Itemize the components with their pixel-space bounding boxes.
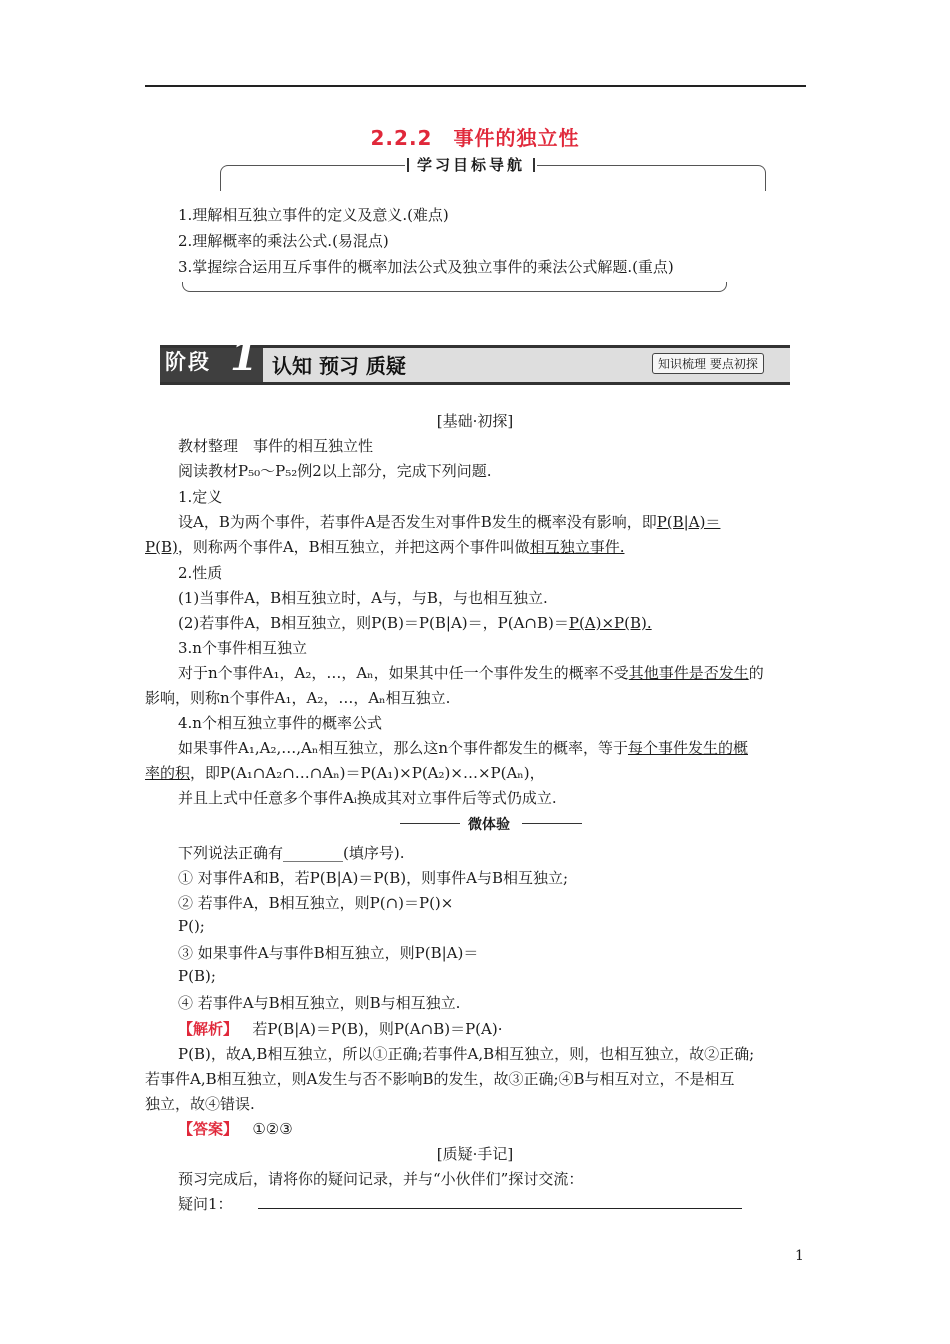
notes-intro: 预习完成后，请将你的疑问记录，并与“小伙伴们”探讨交流： — [178, 1170, 584, 1188]
formula-underlined: 率的积 — [145, 764, 191, 782]
definition-line-1 — [178, 511, 720, 532]
question-item: ② 若事件A，B相互独立，则P(∩)＝P()× — [178, 894, 454, 912]
n-events-underlined: 其他事件是否发生 — [628, 664, 749, 682]
doubt-label: 疑问1： — [178, 1195, 233, 1213]
objectives-frame-bottom — [182, 282, 727, 292]
question-item: P(B); — [178, 967, 216, 985]
n-events-heading: 3.n个事件相互独立 — [178, 639, 307, 657]
page-title: 2.2.2 事件的独立性 — [370, 126, 580, 150]
formula-text: 如果事件A₁,A₂,…,Aₙ相互独立，那么这n个事件都发生的概率，等于 — [178, 739, 628, 757]
stage-title: 认知 预习 质疑 — [272, 354, 406, 378]
question-intro: 下列说法正确有________(填序号). — [178, 844, 405, 862]
property-2-text: (2)若事件A，B相互独立，则P(B)＝P(B|A)＝，P(A∩B)＝ — [178, 614, 569, 632]
formula-line-3: 并且上式中任意多个事件Aᵢ换成其对立事件后等式仍成立. — [178, 789, 557, 807]
property-2-formula: P(A)×P(B). — [568, 614, 652, 632]
analysis-line-2: P(B)，故A,B相互独立，所以①正确;若事件A,B相互独立，则，也相互独立，故②正确; — [178, 1045, 755, 1063]
formula-heading: 4.n个相互独立事件的概率公式 — [178, 714, 382, 732]
answer-label: 【答案】 — [178, 1120, 239, 1138]
question-item: ① 对事件A和B，若P(B|A)＝P(B)，则事件A与B相互独立; — [178, 869, 569, 887]
objective-item: 3.掌握综合运用互斥事件的概率加法公式及独立事件的乘法公式解题.(重点) — [178, 258, 674, 276]
stage-tag: 知识梳理 要点初探 — [652, 353, 764, 374]
material-title: 教材整理 事件的相互独立性 — [178, 437, 374, 455]
n-events-line-1 — [178, 662, 764, 683]
formula-line-1 — [178, 737, 748, 758]
stage-number: 1 — [230, 333, 258, 380]
analysis-line-3: 若事件A,B相互独立，则A发生与否不影响B的发生，故③正确;④B与相互对立，不是相互 — [145, 1070, 735, 1088]
definition-formula-rhs: P(B) — [145, 538, 178, 556]
question-item: ④ 若事件A与B相互独立，则B与相互独立. — [178, 994, 461, 1012]
definition-line-2 — [145, 536, 624, 557]
section-basic: [基础·初探] — [436, 412, 514, 430]
property-2 — [178, 612, 652, 633]
objective-item: 2.理解概率的乘法公式.(易混点) — [178, 232, 389, 250]
objective-item: 1.理解相互独立事件的定义及意义.(难点) — [178, 206, 449, 224]
definition-text: 设A，B为两个事件，若事件A是否发生对事件B发生的概率没有影响，即 — [178, 513, 657, 531]
section-notes: [质疑·手记] — [436, 1145, 514, 1163]
property-heading: 2.性质 — [178, 564, 223, 582]
analysis-label: 【解析】 — [178, 1020, 239, 1038]
divider-right — [522, 823, 582, 824]
question-item: P(); — [178, 917, 205, 935]
definition-term: 相互独立事件. — [529, 538, 625, 556]
question-item: ③ 如果事件A与事件B相互独立，则P(B|A)＝ — [178, 944, 479, 962]
analysis-line-4: 独立，故④错误. — [145, 1095, 255, 1113]
n-events-line-2: 影响，则称n个事件A₁，A₂，…，Aₙ相互独立. — [145, 689, 451, 707]
answer-line — [178, 1118, 293, 1139]
formula-text: ，即P(A₁∩A₂∩…∩Aₙ)＝P(A₁)×P(A₂)×…×P(Aₙ)， — [190, 764, 545, 782]
header-rule — [145, 85, 806, 87]
n-events-text: 对于n个事件A₁，A₂，…，Aₙ，如果其中任一个事件发生的概率不受 — [178, 664, 629, 682]
property-1: (1)当事件A，B相互独立时，A与，与B，与也相互独立. — [178, 589, 548, 607]
stage-word: 阶段 — [165, 350, 211, 374]
answer-value: ①②③ — [252, 1120, 293, 1138]
objectives-heading: 学习目标导航 — [405, 154, 537, 175]
formula-underlined: 每个事件发生的概 — [627, 739, 748, 757]
formula-line-2 — [145, 762, 545, 783]
definition-formula: P(B|A)＝ — [656, 513, 721, 531]
analysis-line-1 — [178, 1018, 502, 1039]
divider-left — [400, 823, 460, 824]
micro-experience-label: 微体验 — [468, 817, 510, 833]
definition-text: ，则称两个事件A，B相互独立，并把这两个事件叫做 — [177, 538, 530, 556]
n-events-text: 的 — [748, 664, 764, 682]
analysis-text: 若P(B|A)＝P(B)，则P(A∩B)＝P(A)· — [252, 1020, 503, 1038]
reading-instruction: 阅读教材P₅₀～P₅₂例2以上部分，完成下列问题. — [178, 462, 492, 480]
definition-heading: 1.定义 — [178, 488, 223, 506]
doubt-answer-line[interactable] — [258, 1208, 742, 1209]
page-number: 1 — [795, 1248, 804, 1264]
